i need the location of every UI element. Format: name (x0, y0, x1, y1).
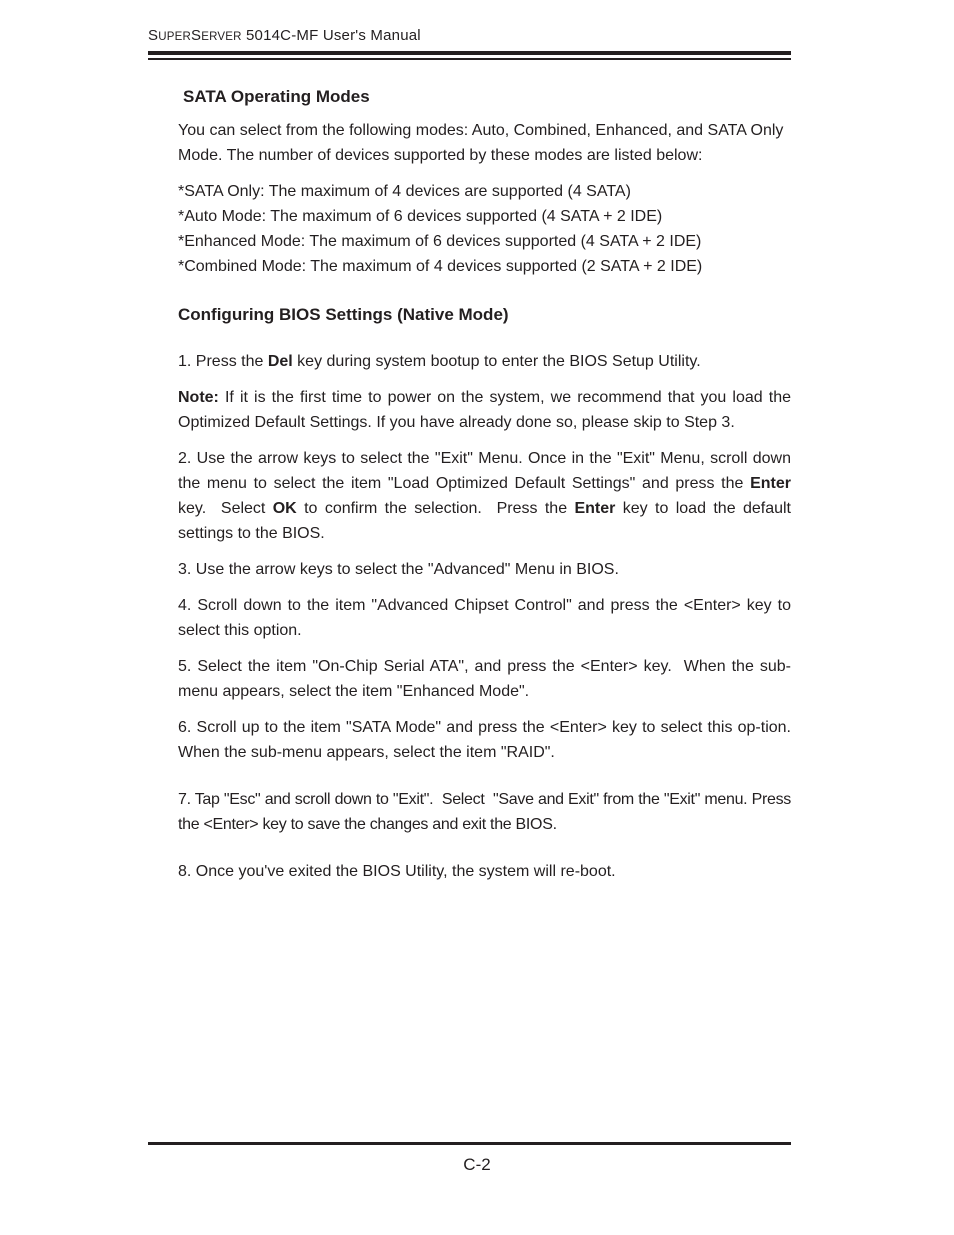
step-8: 8. Once you've exited the BIOS Utility, the system will re-boot. (178, 863, 616, 880)
key-enter-2: Enter (574, 500, 616, 517)
header-sc2-initial: S (190, 27, 202, 44)
step-1: 1. Press the Del key during system bootup to enter the BIOS Setup Utility. (178, 353, 701, 370)
page-number: C-2 (463, 1155, 491, 1174)
header-sc1-initial: S (148, 27, 159, 44)
key-ok: OK (272, 500, 297, 517)
step-2: 2. Use the arrow keys to select the "Exit" Menu. Once in the "Exit" Menu, scroll down the menu to select the item "Load Optimized Default Settings" and press the Enter key. Select OK to confirm the selection. Press the Enter key to load the default settings to the BIOS. (178, 450, 796, 542)
mode-item-sata-only: *SATA Only: The maximum of 4 devices are supported (4 SATA) (178, 183, 631, 200)
note-paragraph: Note: If it is the first time to power on the system, we recommend that you load the Optimized Default Settings. If you have already done so, please skip to Step 3. (178, 389, 791, 431)
section-heading-bios-native: Configuring BIOS Settings (Native Mode) (178, 305, 509, 324)
section-heading-sata-modes: SATA Operating Modes (183, 87, 370, 106)
footer-rule (148, 1142, 791, 1145)
step-5: 5. Select the item "On-Chip Serial ATA", and press the <Enter> key. When the sub-menu appears, select the item "Enhanced Mode". (178, 658, 791, 700)
running-header (148, 27, 421, 44)
key-del: Del (267, 353, 293, 370)
header-sc1-rest: UPER (158, 31, 191, 43)
note-label: Note: (178, 389, 219, 406)
header-rule-thin (148, 58, 791, 60)
step-3: 3. Use the arrow keys to select the "Advanced" Menu in BIOS. (178, 561, 619, 578)
mode-item-enhanced: *Enhanced Mode: The maximum of 6 devices supported (4 SATA + 2 IDE) (178, 233, 702, 250)
key-enter-1: Enter (750, 475, 791, 492)
step-7: 7. Tap "Esc" and scroll down to "Exit". Select "Save and Exit" from the "Exit" menu. Press the <Enter> key to save the changes and exit the BIOS. (178, 791, 796, 833)
step-6: 6. Scroll up to the item "SATA Mode" and press the <Enter> key to select this op-tion. When the sub-menu appears, select the item "RAID". (178, 719, 791, 761)
header-title-rest: 5014C-MF User's Manual (241, 27, 421, 44)
mode-item-auto: *Auto Mode: The maximum of 6 devices supported (4 SATA + 2 IDE) (178, 208, 663, 225)
mode-item-combined: *Combined Mode: The maximum of 4 devices supported (2 SATA + 2 IDE) (178, 258, 703, 275)
sata-modes-intro: You can select from the following modes: Auto, Combined, Enhanced, and SATA Only Mode. The number of devices supported by these modes are listed below: (178, 122, 784, 164)
header-sc2-rest: ERVER (201, 31, 242, 43)
step-4: 4. Scroll down to the item "Advanced Chipset Control" and press the <Enter> key to select this option. (178, 597, 791, 639)
page-body (178, 84, 796, 884)
sata-modes-list (178, 179, 791, 279)
header-rule-thick (148, 51, 791, 55)
